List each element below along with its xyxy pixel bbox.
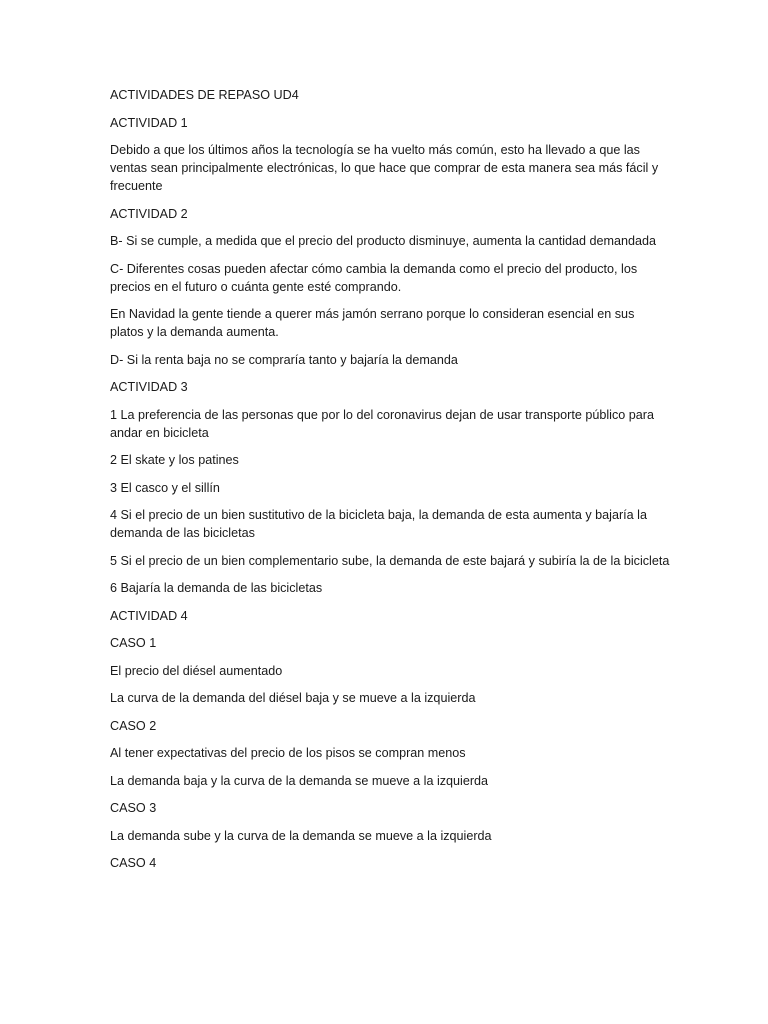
paragraph: 4 Si el precio de un bien sustitutivo de la bicicleta baja, la demanda de esta aumenta y bajaría la demanda de las bicicletas: [110, 508, 647, 540]
paragraph: La curva de la demanda del diésel baja y se mueve a la izquierda: [110, 691, 476, 705]
paragraph: 5 Si el precio de un bien complementario sube, la demanda de este bajará y subiría la de la bicicleta: [110, 553, 670, 568]
paragraph: C- Diferentes cosas pueden afectar cómo cambia la demanda como el precio del producto, los precios en el futuro o cuánta gente esté comprando.: [110, 261, 638, 294]
paragraph: El precio del diésel aumentado: [110, 663, 283, 678]
section-heading-actividad-1: ACTIVIDAD 1: [110, 115, 188, 130]
paragraph: Debido a que los últimos años la tecnología se ha vuelto más común, esto ha llevado a que las ventas sean principalmente electrónicas, lo que hace que comprar de esta manera sea más fácil y frecuente: [110, 143, 659, 193]
section-heading-actividad-4: ACTIVIDAD 4: [110, 608, 188, 623]
paragraph: 3 El casco y el sillín: [110, 480, 220, 495]
paragraph: 6 Bajaría la demanda de las bicicletas: [110, 581, 323, 595]
paragraph: En Navidad la gente tiende a querer más jamón serrano porque lo consideran esencial en sus platos y la demanda aumenta.: [110, 307, 635, 339]
paragraph: 2 El skate y los patines: [110, 453, 239, 467]
case-heading-caso-2: CASO 2: [110, 718, 157, 733]
document-title: ACTIVIDADES DE REPASO UD4: [110, 88, 299, 102]
paragraph: D- Si la renta baja no se compraría tanto y bajaría la demanda: [110, 352, 458, 367]
case-heading-caso-3: CASO 3: [110, 801, 157, 815]
paragraph: Al tener expectativas del precio de los pisos se compran menos: [110, 746, 466, 760]
section-heading-actividad-3: ACTIVIDAD 3: [110, 380, 188, 394]
document-body: [110, 86, 670, 882]
case-heading-caso-1: CASO 1: [110, 636, 157, 650]
paragraph: 1 La preferencia de las personas que por lo del coronavirus dejan de usar transporte público para andar en bicicleta: [110, 407, 654, 440]
paragraph: B- Si se cumple, a medida que el precio del producto disminuye, aumenta la cantidad demandada: [110, 234, 657, 248]
case-heading-caso-4: CASO 4: [110, 856, 157, 870]
paragraph: La demanda sube y la curva de la demanda se mueve a la izquierda: [110, 828, 492, 843]
section-heading-actividad-2: ACTIVIDAD 2: [110, 206, 188, 221]
paragraph: La demanda baja y la curva de la demanda se mueve a la izquierda: [110, 773, 489, 788]
